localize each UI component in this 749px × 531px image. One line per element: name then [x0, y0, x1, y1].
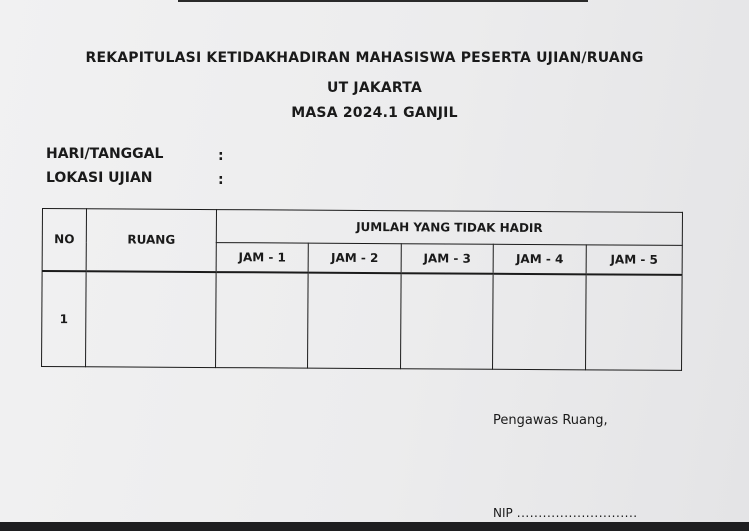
header-jam-1: JAM - 1 [216, 243, 308, 273]
header-room: RUANG [86, 209, 216, 272]
top-edge-line [178, 0, 588, 2]
bottom-edge-bar [0, 522, 749, 531]
document-title: REKAPITULASI KETIDAKHADIRAN MAHASISWA PESERTA UJIAN/RUANG [85, 50, 644, 66]
header-no: NO [42, 209, 86, 271]
table-row [42, 271, 683, 371]
document-subtitle-period: MASA 2024.1 GANJIL [291, 105, 458, 121]
row-jam-4-cell [493, 273, 587, 370]
header-jam-5: JAM - 5 [586, 245, 682, 275]
row-jam-5-cell [586, 274, 683, 371]
header-jam-3: JAM - 3 [401, 244, 493, 274]
absence-table [41, 208, 683, 371]
location-field-separator: : [218, 172, 224, 188]
row-room-cell [86, 271, 217, 368]
header-jam-2: JAM - 2 [308, 243, 401, 273]
nip-line [493, 506, 638, 520]
location-field-label: LOKASI UJIAN [46, 170, 153, 186]
date-field-label: HARI/TANGGAL [46, 146, 164, 162]
header-jam-4: JAM - 4 [493, 244, 586, 274]
document-subtitle-office: UT JAKARTA [327, 80, 422, 96]
nip-blank: ............................ [516, 506, 638, 520]
date-field-separator: : [218, 148, 224, 164]
row-number: 1 [42, 271, 87, 367]
nip-label: NIP [493, 506, 513, 520]
row-jam-1-cell [216, 272, 309, 369]
header-absent-count: JUMLAH YANG TIDAK HADIR [216, 210, 682, 246]
row-jam-3-cell [401, 273, 494, 370]
supervisor-title: Pengawas Ruang, [493, 413, 608, 428]
row-jam-2-cell [308, 272, 402, 369]
absence-table-wrapper [41, 208, 683, 371]
